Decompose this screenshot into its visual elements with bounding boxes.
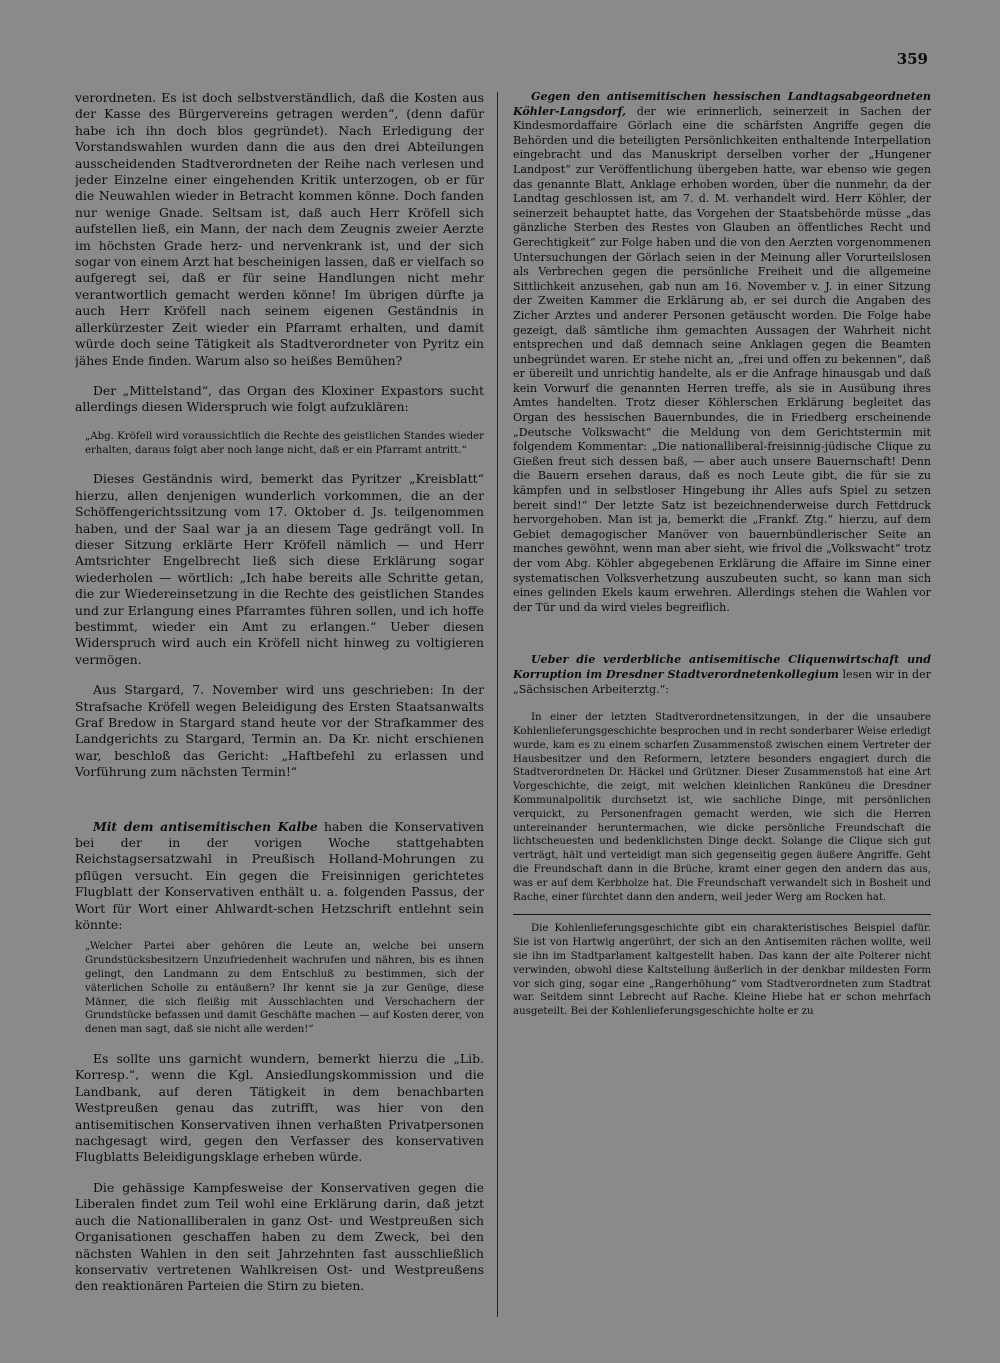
- left-paragraph-1: verordneten. Es ist doch selbstverständlich, daß die Kosten aus der Kasse des Bürgervereins getragen werden“, (denn dafür habe ich ihn doch blos gegründet). Nach Erledigung der Vorstandswahlen wurden dann die aus den drei Abteilungen ausscheidenden Stadtverordneten der Reihe nach verlesen und jeder Einzelne einer eingehenden Kritik unterzogen, ob er für die Neuwahlen wieder in Betracht kommen könne. Doch fanden nur wenige Gnade. Seltsam ist, daß auch Herr Kröfell sich aufstellen ließ, ein Mann, der nach dem Zeugnis zweier Aerzte im höchsten Grade herz- und nervenkrank ist, und der sich sogar von einem Arzt hat bescheinigen lassen, daß er vielfach so aufgeregt sei, daß er für seine Handlungen nicht mehr verantwortlich gemacht werden könne! Im übrigen dürfte ja auch Herr Kröfell nach seinem eigenen Geständnis in allerkürzester Zeit wieder ein Pfarramt erhalten, und damit würde doch seine Tätigkeit als Stadtverordneter von Pyritz ein jähes Ende finden. Warum also so heißes Bemühen?: [75, 90, 484, 368]
- right-paragraph-1: [513, 90, 931, 615]
- left-paragraph-6: Es sollte uns garnicht wundern, bemerkt hierzu die „Lib. Korresp.“, wenn die Kgl. Ansiedlungskommission und die Landbank, auf deren Tätigkeit in dem benachbarten Westpreußen genau das zutrifft, was hier von den antisemitischen Konservativen ihnen verhaßten Privatpersonen nachgesagt wird, gegen den Verfasser des konservativen Flugblatts Beleidigungsklage erheben würde.: [75, 1051, 484, 1165]
- left-paragraph-5-text: haben die Konservativen bei der in der vorigen Woche stattgehabten Reichstagsersatzwahl in Preußisch Holland-Mohrungen zu pflügen versucht. Ein gegen die Freisinnigen gerichtetes Flugblatt der Konservativen enthält u. a. folgenden Passus, der Wort für Wort einer Ahlwardt-schen Hetzschrift entlehnt sein könnte:: [75, 818, 484, 933]
- right-quote-1: In einer der letzten Stadtverordnetensitzungen, in der die unsaubere Kohlenlieferungsgeschichte besprochen und in recht sonderbarer Weise erledigt wurde, kam es zu einem scharfen Zusammenstoß zwischen einem Vertreter der Hausbesitzer und den Reformern, letztere besonders engagiert durch die Stadtverordneten Dr. Häckel und Grützner. Dieser Zusammenstoß hat eine Art Vorgeschichte, die zeigt, mit welchen kleinlichen Ranküneu die Dresdner Kommunalpolitik durchsetzt ist, wie sachliche Dinge, mit persönlichen verquickt, zu Personenfragen gemacht werden, wie sich die Herren untereinander heruntermachen, wie dicke persönliche Freundschaft die lichtscheuesten und bedenklichsten Dinge deckt. Solange die Clique sich gut verträgt, hält und verteidigt man sich gegenseitig gegen äußere Angriffe. Geht die Freundschaft dann in die Brüche, kramt einer gegen den andern das aus, was er auf dem Kerbholze hat. Die Freundschaft verwandelt sich in Bosheit und Rache, einer fürchtet dann den andern, weil jeder Werg am Rocken hat.: [513, 712, 931, 903]
- left-paragraph-2: Der „Mittelstand“, das Organ des Kloxiner Expastors sucht allerdings diesen Widerspruch wie folgt aufzuklären:: [75, 382, 484, 415]
- left-paragraph-3: Dieses Geständnis wird, bemerkt das Pyritzer „Kreisblatt“ hierzu, allen denjenigen wunderlich vorkommen, die an der Schöffengerichtssitzung vom 17. Oktober d. Js. teilgenommen haben, und der Saal war ja an diesem Tage gedrängt voll. In dieser Sitzung erklärte Herr Kröfell nämlich — und Herr Amtsrichter Engelbrecht ließ sich diese Erklärung sogar wiederholen — wörtlich: „Ich habe bereits alle Schritte getan, die zur Wiedereinsetzung in die Rechte des geistlichen Standes und zur Erlangung eines Pfarramtes führen sollen, und ich hoffe bestimmt, wieder ein Amt zu erlangen.“ Ueber diesen Widerspruch wird auch ein Kröfell nicht hinweg zu voltigieren vermögen.: [75, 471, 484, 667]
- right-heading-dresden: Ueber die verderbliche antisemitische Cliquenwirtschaft und Korruption im Dresdner Stadtverordnetenkollegium: [513, 653, 931, 681]
- right-paragraph-2: [513, 653, 931, 697]
- left-quote-2: „Welcher Partei aber gehören die Leute an, welche bei unsern Grundstücksbesitzern Unzufriedenheit wachrufen und nähren, bis es ihnen gelingt, den Landmann zu dem Entschluß zu bestimmen, sich der väterlichen Scholle zu entäußern? Ihr kennt sie ja zur Genüge, diese Männer, die sich fleißig mit Ausschlachten und Verschachern der Grundstücke befassen und damit Geschäfte machen — auf Kosten derer, von denen man sagt, daß sie nicht alle werden!“: [85, 941, 484, 1036]
- left-column: [75, 90, 484, 1325]
- right-separator-rule: [513, 914, 931, 915]
- left-paragraph-4: Aus Stargard, 7. November wird uns geschrieben: In der Strafsache Kröfell wegen Beleidigung des Ersten Staatsanwalts Graf Bredow in Stargard stand heute vor der Strafkammer des Landgerichts zu Stargard, Termin an. Da Kr. nicht erschienen war, beschloß das Gericht: „Haftbefehl zu erlassen und Vorführung zum nächsten Termin!“: [75, 682, 484, 780]
- page-number: 359: [896, 50, 928, 68]
- right-heading-koehler: Gegen den antisemitischen hessischen Landtagsabgeordneten Köhler-Langsdorf,: [513, 90, 931, 118]
- right-paragraph-2-text: lesen wir in der „Sächsischen Arbeiterztg.“:: [513, 667, 931, 696]
- left-quote-1: „Abg. Kröfell wird voraussichtlich die Rechte des geistlichen Standes wieder erhalten, daraus folgt aber noch lange nicht, daß er ein Pfarramt antritt.“: [85, 430, 484, 456]
- right-column: [513, 90, 931, 1325]
- column-divider: [497, 92, 498, 1317]
- left-paragraph-5: [75, 819, 484, 934]
- right-quote-2: Die Kohlenlieferungsgeschichte gibt ein charakteristisches Beispiel dafür. Sie ist von Hartwig angerührt, der sich an den Antisemiten rächen wollte, weil sie ihn im Stadtparlament kaltgestellt haben. Das kann der alte Polterer nicht verwinden, obwohl diese Kaltstellung äußerlich in der denkbar mildesten Form vor sich ging, sogar eine „Rangerhöhung“ vom Stadtverordneten zum Stadtrat war. Seitdem sinnt Lebrecht auf Rache. Kleine Hiebe hat er schon mehrfach ausgeteilt. Bei der Kohlenlieferungsgeschichte holte er zu: [513, 923, 931, 1018]
- left-paragraph-7: Die gehässige Kampfesweise der Konservativen gegen die Liberalen findet zum Teil wohl eine Erklärung darin, daß jetzt auch die Nationalliberalen in ganz Ost- und Westpreußen sich Organisationen geschaffen haben zu dem Zweck, bei den nächsten Wahlen in den seit Jahrzehnten fast ausschließlich konservativ vertretenen Wahlkreisen Ost- und Westpreußens den reaktionären Parteien die Stirn zu bieten.: [75, 1179, 484, 1294]
- left-heading-kalbe: Mit dem antisemitischen Kalbe: [93, 818, 318, 834]
- right-paragraph-1-text: der wie erinnerlich, seinerzeit in Sachen der Kindesmordaffaire Görlach eine die schärfsten Angriffe gegen die Behörden und die beteiligten Persönlichkeiten enthaltende Interpellation eingebracht und das Manuskript derselben vorher der „Hungener Landpost“ zur Veröffentlichung übergeben hatte, war ebenso wie gegen das genannte Blatt, Anklage erhoben worden, über die nunmehr, da der Landtag geschlossen ist, am 7. d. M. verhandelt wird. Herr Köhler, der seinerzeit behauptet hatte, das Vorgehen der Staatsbehörde müsse „das gänzliche Sterben des Restes von Glauben an öffentliches Recht und Gerechtigkeit“ zur Folge haben und die von den Aerzten vorgenommenen Untersuchungen der Görlach seien in der Meinung aller Vorurteilslosen als Verbrechen gegen die persönliche Freiheit und die allgemeine Sittlichkeit anzusehen, gab nun am 16. November v. J. in einer Sitzung der Zweiten Kammer die Erklärung ab, er sei durch die Angaben des Zicher Arztes und anderer Personen getäuscht worden. Die Folge habe gezeigt, daß sämtliche ihm gemachten Aussagen der Wahrheit nicht entsprechen und daß demnach seine Anklagen gegen die Beamten unbegründet waren. Er stehe nicht an, „frei und offen zu bekennen“, daß er übereilt und unrichtig handelte, als er die Anfrage hinausgab und daß kein Vorwurf die genannten Herren treffe, als sie in Ausübung ihres Amtes handelten. Trotz dieser Köhlerschen Erklärung begleitet das Organ des hessischen Bauernbundes, die in Friedberg erscheinende „Deutsche Volkswacht“ die Meldung von dem Gerichtstermin mit folgendem Kommentar: „Die nationalliberal-freisinnig-jüdische Clique zu Gießen freut sich dessen baß, — aber auch unsere Bauernschaft! Denn die Bauern ersehen daraus, daß es noch Leute gibt, die für sie zu kämpfen und in selbstloser Hingebung ihr Alles aufs Spiel zu setzen bereit sind!“ Der letzte Satz ist bezeichnenderweise durch Fettdruck hervorgehoben. Man ist ja, bemerkt die „Frankf. Ztg.“ hierzu, auf dem Gebiet demagogischer Manöver von bauernbündlerischer Seite an manches gewöhnt, wenn man aber sieht, wie frivol die „Volkswacht“ trotz der vom Abg. Köhler abgegebenen Erklärung die Affaire im Sinne einer systematischen Volksverhetzung auszubeuten sucht, so kann man sich eines gelinden Ekels kaum erwehren. Allerdings stehen die Wahlen vor der Tür und da wird vieles begreiflich.: [513, 104, 931, 614]
